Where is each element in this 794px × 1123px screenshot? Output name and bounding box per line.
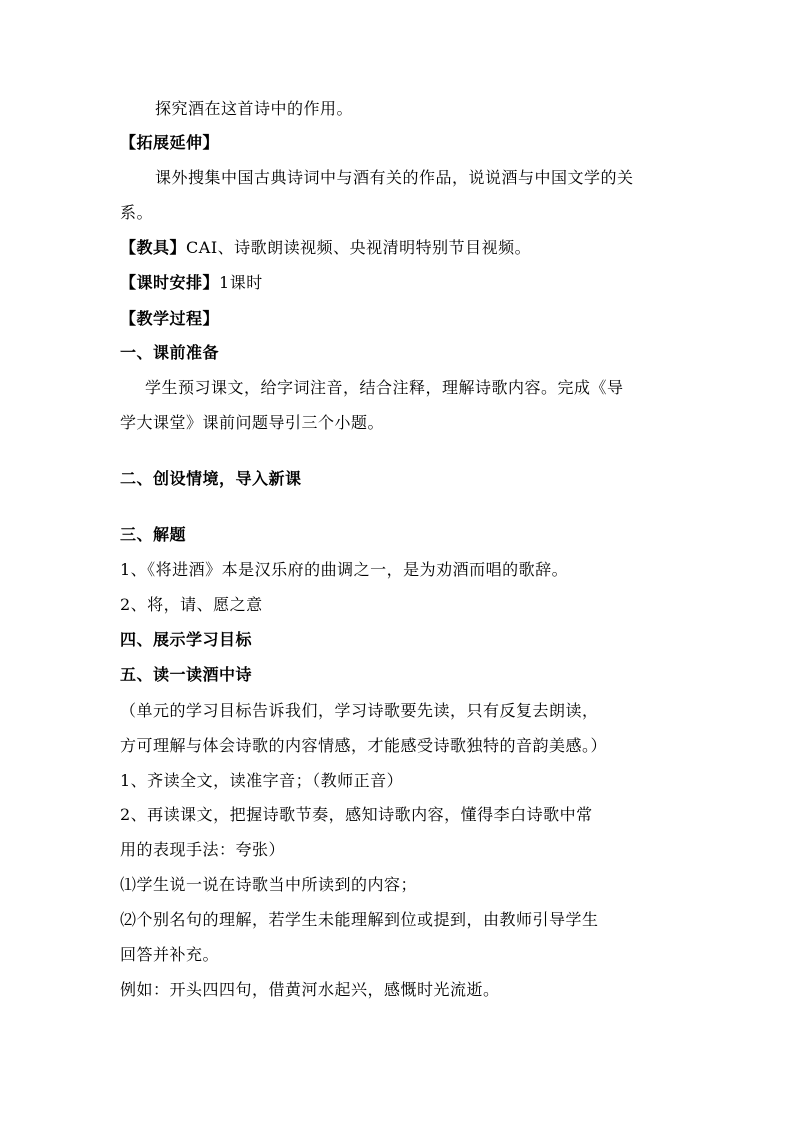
schedule-label: 【课时安排】 bbox=[120, 273, 220, 292]
paragraph-explore-wine: 探究酒在这首诗中的作用。 bbox=[155, 99, 354, 118]
schedule-text: 1课时 bbox=[219, 273, 263, 292]
section-5-sub-1: ⑴学生说一说在诗歌当中所读到的内容； bbox=[120, 875, 418, 894]
section-3-item-2: 2、将，请、愿之意 bbox=[120, 595, 263, 614]
schedule-line bbox=[120, 273, 263, 293]
section-5-sub-2-line-1: ⑵个别名句的理解，若学生未能理解到位或提到，由教师引导学生 bbox=[120, 910, 599, 929]
paragraph-section-1-2: 学大课堂》课前问题导引三个小题。 bbox=[120, 413, 385, 432]
heading-section-4: 四、展示学习目标 bbox=[120, 630, 253, 649]
tools-label: 【教具】 bbox=[120, 238, 187, 257]
paragraph-extend-1: 课外搜集中国古典诗词中与酒有关的作品，说说酒与中国文学的关 bbox=[155, 168, 634, 187]
section-5-note-1: （单元的学习目标告诉我们，学习诗歌要先读，只有反复去朗读， bbox=[120, 701, 599, 720]
heading-process: 【教学过程】 bbox=[120, 309, 220, 328]
heading-section-2: 二、创设情境，导入新课 bbox=[120, 469, 302, 488]
section-5-item-2-line-1: 2、再读课文，把握诗歌节奏，感知诗歌内容，懂得李白诗歌中常 bbox=[120, 805, 593, 824]
section-3-item-1: 1、《将进酒》本是汉乐府的曲调之一，是为劝酒而唱的歌辞。 bbox=[120, 560, 569, 579]
heading-section-3: 三、解题 bbox=[120, 525, 187, 544]
heading-section-1: 一、课前准备 bbox=[120, 343, 220, 362]
paragraph-section-1-1: 学生预习课文，给字词注音，结合注释，理解诗歌内容。完成《导 bbox=[145, 378, 624, 397]
heading-extend: 【拓展延伸】 bbox=[120, 133, 220, 152]
section-5-sub-2-line-2: 回答并补充。 bbox=[120, 945, 220, 964]
heading-section-5: 五、读一读酒中诗 bbox=[120, 665, 253, 684]
section-5-note-2: 方可理解与体会诗歌的内容情感，才能感受诗歌独特的音韵美感。） bbox=[120, 736, 608, 755]
tools-text: CAI、诗歌朗读视频、央视清明特别节目视频。 bbox=[186, 238, 532, 257]
section-5-item-1: 1、齐读全文，读准字音；（教师正音） bbox=[120, 771, 404, 790]
tools-line bbox=[120, 238, 531, 258]
section-5-example: 例如：开头四四句，借黄河水起兴，感慨时光流逝。 bbox=[120, 980, 500, 999]
section-5-item-2-line-2: 用的表现手法：夸张） bbox=[120, 840, 286, 859]
paragraph-extend-2: 系。 bbox=[120, 203, 154, 222]
